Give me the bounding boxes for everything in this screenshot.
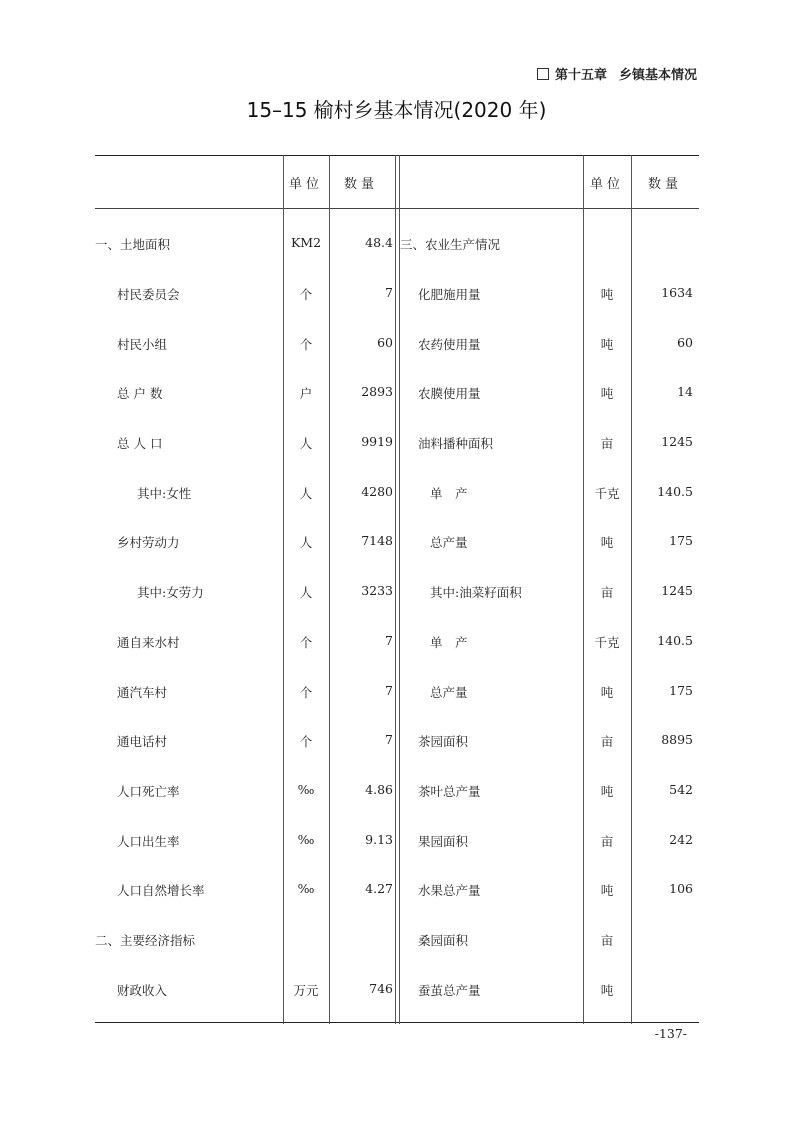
unit-cell: 吨: [600, 983, 614, 998]
unit-cell: KM2: [290, 235, 322, 250]
value-cell: 1245: [661, 583, 693, 598]
value-cell: 7: [385, 732, 393, 747]
value-cell: 1634: [661, 285, 693, 300]
item-label: 总 户 数: [117, 386, 163, 401]
value-cell: 14: [677, 384, 693, 399]
table-row: [95, 633, 699, 653]
value-cell: 4.27: [365, 881, 393, 896]
table-row: [95, 782, 699, 802]
chapter-number: 第十五章: [554, 68, 607, 83]
value-cell: 140.5: [657, 484, 693, 499]
square-icon: [537, 68, 549, 80]
unit-cell: ‰: [297, 881, 315, 896]
item-label: 茶叶总产量: [418, 784, 481, 799]
item-label: 农膜使用量: [418, 386, 481, 401]
unit-cell: 人: [299, 535, 313, 550]
unit-cell: 吨: [600, 337, 614, 352]
item-label: 单 产: [430, 486, 468, 501]
value-cell: 7148: [361, 533, 393, 548]
item-label: 化肥施用量: [418, 287, 481, 302]
unit-cell: 吨: [600, 386, 614, 401]
value-cell: 140.5: [657, 633, 693, 648]
item-label: 其中:女劳力: [137, 585, 204, 600]
table-row: [95, 285, 699, 305]
unit-cell: 个: [299, 635, 313, 650]
unit-cell: 万元: [293, 983, 319, 998]
header-qty-right: 数量: [647, 177, 682, 192]
item-label: 总 人 口: [117, 436, 163, 451]
item-label: 人口自然增长率: [117, 883, 205, 898]
statistics-table: [95, 155, 699, 1024]
unit-cell: ‰: [297, 832, 315, 847]
value-cell: 4.86: [365, 782, 393, 797]
table-row: [95, 683, 699, 703]
item-label: 其中:油菜籽面积: [430, 585, 522, 600]
item-label: 蚕茧总产量: [418, 983, 481, 998]
value-cell: 746: [369, 981, 393, 996]
item-label: 农药使用量: [418, 337, 481, 352]
table-row: [95, 981, 699, 1001]
unit-cell: ‰: [297, 782, 315, 797]
table-row: [95, 434, 699, 454]
item-label: 通汽车村: [117, 685, 168, 700]
unit-cell: 个: [299, 685, 313, 700]
value-cell: 242: [669, 832, 693, 847]
value-cell: 9919: [361, 434, 393, 449]
value-cell: 3233: [361, 583, 393, 598]
item-label: 桑园面积: [418, 933, 469, 948]
table-code: 15–15: [246, 98, 308, 122]
value-cell: 542: [669, 782, 693, 797]
table-row: [95, 484, 699, 504]
table-row: [95, 931, 699, 951]
unit-cell: 个: [299, 287, 313, 302]
unit-cell: 吨: [600, 685, 614, 700]
table-row: [95, 384, 699, 404]
unit-cell: 千克: [594, 486, 620, 501]
value-cell: 9.13: [365, 832, 393, 847]
unit-cell: 亩: [600, 834, 614, 849]
item-label: 单 产: [430, 635, 468, 650]
table-row: [95, 235, 699, 255]
unit-cell: 亩: [600, 585, 614, 600]
value-cell: 2893: [361, 384, 393, 399]
header-unit-right: 单位: [589, 177, 624, 192]
item-label: 人口死亡率: [117, 784, 180, 799]
unit-cell: 亩: [600, 734, 614, 749]
item-label: 一、土地面积: [95, 237, 171, 252]
unit-cell: 人: [299, 436, 313, 451]
unit-cell: 吨: [600, 883, 614, 898]
header-qty-left: 数量: [343, 177, 378, 192]
value-cell: 7: [385, 285, 393, 300]
value-cell: 8895: [661, 732, 693, 747]
unit-cell: 户: [299, 386, 313, 401]
header-unit-left: 单位: [288, 177, 323, 192]
value-cell: 7: [385, 633, 393, 648]
item-label: 村民委员会: [117, 287, 180, 302]
value-cell: 60: [677, 335, 693, 350]
item-label: 总产量: [430, 535, 468, 550]
item-label: 通电话村: [117, 734, 168, 749]
item-label: 通自来水村: [117, 635, 180, 650]
table-row: [95, 832, 699, 852]
unit-cell: 个: [299, 337, 313, 352]
value-cell: 4280: [361, 484, 393, 499]
item-label: 二、主要经济指标: [95, 933, 196, 948]
unit-cell: 千克: [594, 635, 620, 650]
page-number: -137-: [654, 1026, 687, 1041]
table-row: [95, 533, 699, 553]
unit-cell: 人: [299, 486, 313, 501]
unit-cell: 吨: [600, 784, 614, 799]
value-cell: 7: [385, 683, 393, 698]
table-title: 榆村乡基本情况(2020 年): [313, 98, 547, 122]
table-row: [95, 583, 699, 603]
value-cell: 175: [669, 683, 693, 698]
page-title: [0, 94, 793, 123]
item-label: 人口出生率: [117, 834, 180, 849]
table-row: [95, 732, 699, 752]
table-row: [95, 881, 699, 901]
table-row: [95, 335, 699, 355]
value-cell: 1245: [661, 434, 693, 449]
item-label: 水果总产量: [418, 883, 481, 898]
value-cell: 48.4: [365, 235, 393, 250]
item-label: 油料播种面积: [418, 436, 494, 451]
item-label: 财政收入: [117, 983, 168, 998]
item-label: 茶园面积: [418, 734, 469, 749]
item-label: 其中:女性: [137, 486, 192, 501]
unit-cell: 吨: [600, 535, 614, 550]
value-cell: 106: [669, 881, 693, 896]
item-label: 三、农业生产情况: [400, 237, 501, 252]
value-cell: 60: [377, 335, 393, 350]
item-label: 总产量: [430, 685, 468, 700]
item-label: 果园面积: [418, 834, 469, 849]
unit-cell: 亩: [600, 933, 614, 948]
unit-cell: 吨: [600, 287, 614, 302]
unit-cell: 人: [299, 585, 313, 600]
chapter-title: 乡镇基本情况: [618, 68, 697, 83]
chapter-header: [537, 64, 697, 83]
item-label: 村民小组: [117, 337, 168, 352]
unit-cell: 亩: [600, 436, 614, 451]
value-cell: 175: [669, 533, 693, 548]
item-label: 乡村劳动力: [117, 535, 180, 550]
unit-cell: 个: [299, 734, 313, 749]
